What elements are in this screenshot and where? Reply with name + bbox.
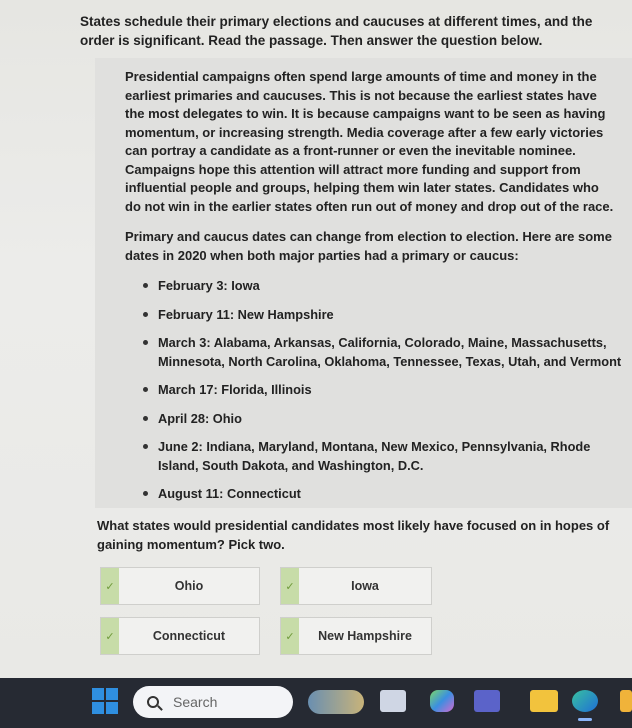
search-placeholder: Search bbox=[173, 694, 218, 710]
choice-iowa[interactable] bbox=[280, 567, 432, 605]
choice-label: Iowa bbox=[351, 579, 379, 593]
choice-ohio[interactable] bbox=[100, 567, 260, 605]
choice-label: New Hampshire bbox=[318, 629, 412, 643]
date-item: February 3: Iowa bbox=[143, 277, 622, 296]
copilot-icon[interactable] bbox=[430, 690, 454, 712]
passage-box bbox=[95, 58, 632, 508]
passage-paragraph-2: Primary and caucus dates can change from election to election. Here are some dates in 2020 when both major parties had a primary or caucus: bbox=[125, 229, 612, 263]
passage-text: Presidential campaigns often spend large amounts of time and money in the earliest primaries and caucuses. This is not because the earliest states have the most delegates to win. It is because campaigns want to be seen as having bbox=[125, 69, 606, 121]
passage-paragraph-1 bbox=[125, 68, 615, 216]
active-app-indicator bbox=[578, 718, 592, 721]
question-text: What states would presidential candidates most likely have focused on in hopes of gaining momentum? Pick two. bbox=[97, 518, 610, 552]
store-icon[interactable] bbox=[620, 690, 632, 712]
date-item: March 3: Alabama, Arkansas, California, Colorado, Maine, Massachusetts, Minnesota, North Carolina, Oklahoma, Tennessee, Texas, Utah, and Vermont bbox=[143, 334, 622, 371]
date-item: August 11: Connecticut bbox=[143, 485, 622, 504]
date-item: June 2: Indiana, Maryland, Montana, New Mexico, Pennsylvania, Rhode Island, South Dakota, and Washington, D.C. bbox=[143, 438, 622, 475]
search-icon bbox=[147, 696, 159, 708]
windows-start-icon[interactable] bbox=[92, 688, 118, 714]
edge-browser-icon[interactable] bbox=[572, 690, 598, 712]
choice-new-hampshire[interactable] bbox=[280, 617, 432, 655]
checkbox-icon[interactable]: ✓ bbox=[281, 568, 299, 604]
momentum-term: momentum bbox=[125, 124, 196, 140]
date-item: April 28: Ohio bbox=[143, 410, 622, 429]
weather-widget-icon[interactable] bbox=[308, 690, 364, 714]
instructions: States schedule their primary elections and caucuses at different times, and the order is significant. Read the passage. Then answer the question below. bbox=[80, 14, 593, 48]
choice-label: Ohio bbox=[174, 579, 204, 593]
checkbox-icon[interactable]: ✓ bbox=[101, 568, 119, 604]
date-item: February 11: New Hampshire bbox=[143, 306, 622, 325]
primary-dates-list bbox=[143, 277, 622, 504]
choice-connecticut[interactable] bbox=[100, 617, 260, 655]
task-view-icon[interactable] bbox=[380, 690, 406, 712]
teams-icon[interactable] bbox=[474, 690, 500, 712]
checkbox-icon[interactable]: ✓ bbox=[281, 618, 299, 654]
file-explorer-icon[interactable] bbox=[530, 690, 558, 712]
date-item: March 17: Florida, Illinois bbox=[143, 381, 622, 400]
choice-label: Connecticut bbox=[152, 629, 226, 643]
checkbox-icon[interactable]: ✓ bbox=[101, 618, 119, 654]
passage-text: , or increasing strength. Media coverage after a few early victories can portray a candidate as a front-runner or even the inevitable nominee. Campaigns hope this attention will attract more funding and support from influential people and groups, helping them win later states. Candidates who do not win in the earlier states often run out of money and drop out of the race. bbox=[125, 124, 614, 214]
taskbar-search[interactable] bbox=[133, 686, 293, 718]
